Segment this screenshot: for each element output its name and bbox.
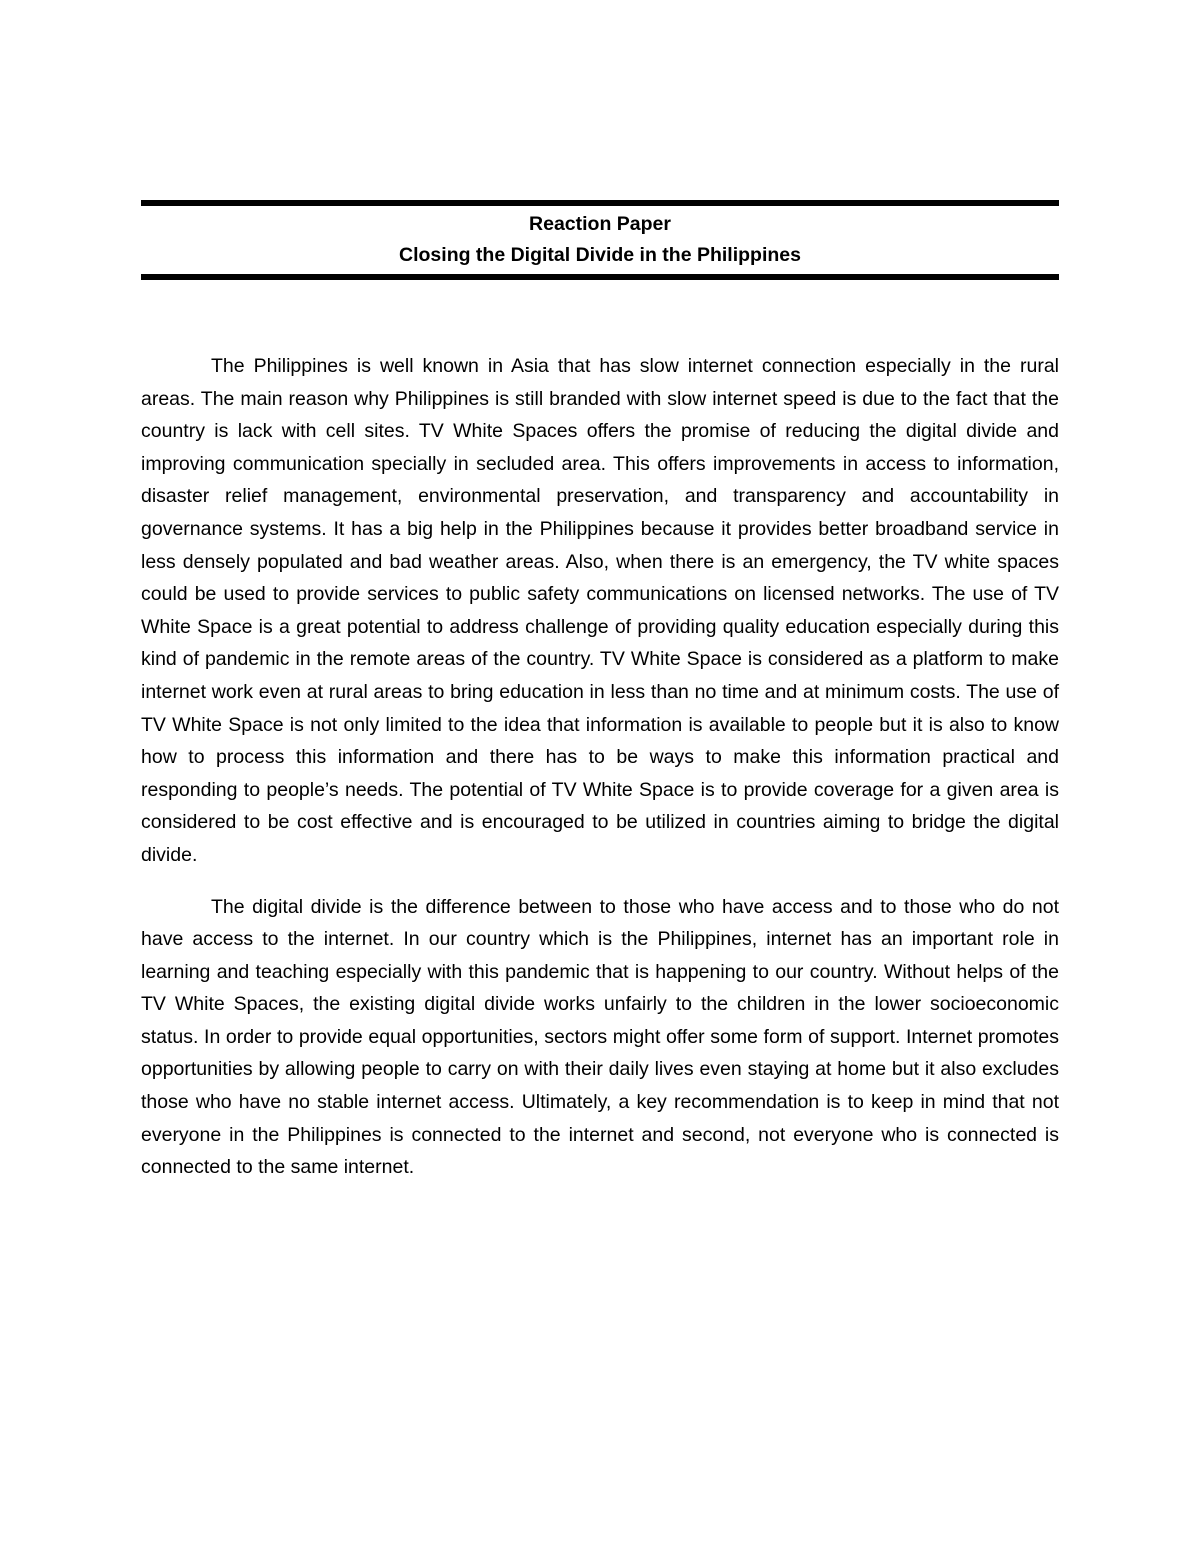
title-block xyxy=(141,200,1059,280)
paragraph-1: The Philippines is well known in Asia that has slow internet connection especially in the rural areas. The main reason why Philippines is still branded with slow internet speed is due to the fact that the country is lack with cell sites. TV White Spaces offers the promise of reducing the digital divide and improving communication specially in secluded area. This offers improvements in access to information, disaster relief management, environmental preservation, and transparency and accountability in governance systems. It has a big help in the Philippines because it provides better broadband service in less densely populated and bad weather areas. Also, when there is an emergency, the TV white spaces could be used to provide services to public safety communications on licensed networks. The use of TV White Space is a great potential to address challenge of providing quality education especially during this kind of pandemic in the remote areas of the country. TV White Space is considered as a platform to make internet work even at rural areas to bring education in less than no time and at minimum costs. The use of TV White Space is not only limited to the idea that information is available to people but it is also to know how to process this information and there has to be ways to make this information practical and responding to people’s needs. The potential of TV White Space is to provide coverage for a given area is considered to be cost effective and is encouraged to be utilized in countries aiming to bridge the digital divide. xyxy=(141,355,1059,866)
document-subtitle: Closing the Digital Divide in the Philippines xyxy=(399,244,801,266)
title-text-block xyxy=(141,206,1059,274)
document-title: Reaction Paper xyxy=(529,213,671,235)
bottom-rule xyxy=(141,274,1059,280)
document-body xyxy=(141,350,1059,1203)
paragraph-2: The digital divide is the difference between to those who have access and to those who do not have access to the internet. In our country which is the Philippines, internet has an important role in learning and teaching especially with this pandemic that is happening to our country. Without helps of the TV White Spaces, the existing digital divide works unfairly to the children in the lower socioeconomic status. In order to provide equal opportunities, sectors might offer some form of support. Internet promotes opportunities by allowing people to carry on with their daily lives even staying at home but it also excludes those who have no stable internet access. Ultimately, a key recommendation is to keep in mind that not everyone in the Philippines is connected to the internet and second, not everyone who is connected is connected to the same internet. xyxy=(141,895,1059,1179)
